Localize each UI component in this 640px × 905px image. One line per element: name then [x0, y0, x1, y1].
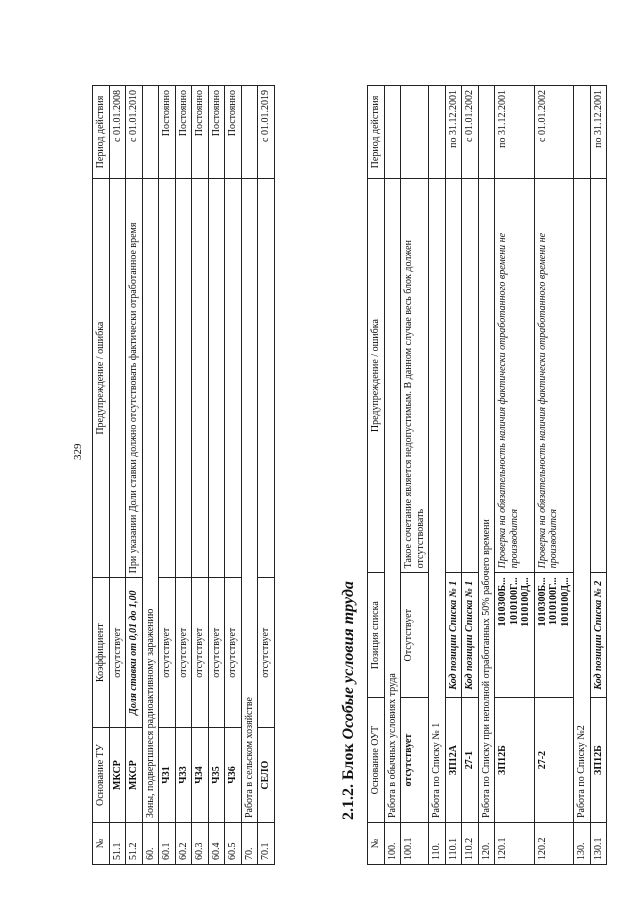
coefficient: отсутствует	[192, 578, 209, 728]
row-number: 51.1	[109, 823, 126, 865]
table-row	[175, 86, 192, 865]
base-code: МКСР	[126, 728, 143, 823]
position-code: 1010100Д...	[559, 577, 571, 627]
position-code: 1010100Г...	[548, 577, 559, 626]
base-code: СЕЛО	[258, 728, 275, 823]
table-row	[495, 86, 535, 865]
base-code: ЧЗ5	[208, 728, 225, 823]
col-header-period: Период действия	[93, 86, 110, 179]
col-header-warning: Предупреждение / ошибка	[368, 178, 385, 572]
coefficient: отсутствует	[225, 578, 242, 728]
group-title: Работа в обычных условиях труда	[384, 178, 401, 822]
table-row	[445, 86, 462, 865]
position: Отсутствует	[401, 573, 429, 698]
table-header-row	[93, 86, 110, 865]
coefficient: отсутствует	[159, 578, 176, 728]
table-row	[109, 86, 126, 865]
row-number: 60.4	[208, 823, 225, 865]
base-code: ЧЗ6	[225, 728, 242, 823]
period	[429, 86, 446, 179]
base-code: ЧЗ3	[175, 728, 192, 823]
table-row	[192, 86, 209, 865]
position-code: 1010300Б...	[497, 577, 508, 627]
warning-text	[258, 178, 275, 577]
group-title: Работа по Списку №2	[574, 178, 591, 822]
warning-text	[208, 178, 225, 577]
col-header-warning: Предупреждение / ошибка	[93, 178, 110, 577]
period: Постоянно	[225, 86, 242, 179]
table-row	[401, 86, 429, 865]
base-code: ЗП12Б	[495, 698, 535, 823]
row-number: 130.1	[590, 823, 607, 865]
base-code: отсутствует	[401, 698, 429, 823]
group-title: Работа по Списку при неполной отработанных 50% рабочего времени	[478, 178, 495, 822]
table-row	[429, 86, 446, 865]
table-row	[478, 86, 495, 865]
col-header-number: №	[368, 823, 385, 865]
page-number: 329	[72, 443, 84, 460]
col-header-period: Период действия	[368, 86, 385, 179]
section-title: 2.1.2. Блок Особые условия труда	[340, 581, 357, 820]
warning-text	[175, 178, 192, 577]
special-conditions-table	[367, 85, 607, 865]
row-number: 60.3	[192, 823, 209, 865]
coefficient: отсутствует	[175, 578, 192, 728]
period: с 01.01.2019	[258, 86, 275, 179]
period: Постоянно	[192, 86, 209, 179]
period: Постоянно	[175, 86, 192, 179]
base-code: 27-2	[534, 698, 574, 823]
row-number: 70.1	[258, 823, 275, 865]
table-row	[574, 86, 591, 865]
period: по 31.12.2001	[495, 86, 535, 179]
row-number: 60.1	[159, 823, 176, 865]
warning-text	[192, 178, 209, 577]
period: с 01.01.2002	[462, 86, 479, 179]
period	[401, 86, 429, 179]
col-header-base: Основание ТУ	[93, 728, 110, 823]
row-number: 100.1	[401, 823, 429, 865]
period	[478, 86, 495, 179]
warning-text	[445, 178, 462, 572]
coefficient: отсутствует	[258, 578, 275, 728]
row-number: 70.	[241, 823, 258, 865]
base-code: МКСР	[109, 728, 126, 823]
table-row	[534, 86, 574, 865]
row-number: 110.1	[445, 823, 462, 865]
row-number: 110.	[429, 823, 446, 865]
warning-text: Проверка на обязательность наличия фактически отработанного времени не производится	[534, 178, 574, 572]
group-title: Зоны, подвергшиеся радиоактивному заражению	[142, 178, 159, 822]
period: Постоянно	[208, 86, 225, 179]
group-title: Работа в сельском хозяйстве	[241, 178, 258, 822]
table-row	[384, 86, 401, 865]
table-row	[590, 86, 607, 865]
period: с 01.01.2002	[534, 86, 574, 179]
col-header-coef: Коэффициент	[93, 578, 110, 728]
coefficient-table	[92, 85, 275, 865]
row-number: 100.	[384, 823, 401, 865]
position-codes	[534, 573, 574, 698]
period: по 31.12.2001	[590, 86, 607, 179]
base-code: 27-1	[462, 698, 479, 823]
warning-text: Проверка на обязательность наличия фактически отработанного времени не производится	[495, 178, 535, 572]
period	[241, 86, 258, 179]
position-codes	[495, 573, 535, 698]
position-code: 1010100Д...	[520, 577, 531, 627]
period: с 01.01.2010	[126, 86, 143, 179]
row-number: 60.2	[175, 823, 192, 865]
warning-text: Такое сочетание является недопустимым. В данном случае весь блок должен отсутствовать	[401, 178, 429, 572]
position-code: 1010100Г...	[508, 577, 520, 626]
group-title: Работа по Списку № 1	[429, 178, 446, 822]
position: Код позиции Списка № 1	[462, 573, 479, 698]
table-header-row	[368, 86, 385, 865]
row-number: 120.	[478, 823, 495, 865]
col-header-number: №	[93, 823, 110, 865]
warning-text	[159, 178, 176, 577]
row-number: 60.5	[225, 823, 242, 865]
position: Код позиции Списка № 1	[445, 573, 462, 698]
period	[142, 86, 159, 179]
period	[384, 86, 401, 179]
table-row	[241, 86, 258, 865]
base-code: ЧЗ1	[159, 728, 176, 823]
position: Код позиции Списка № 2	[590, 573, 607, 698]
table-row	[208, 86, 225, 865]
table-row	[159, 86, 176, 865]
warning-text: При указании Доли ставки должно отсутствовать фактически отработанное время	[126, 178, 143, 577]
period: Постоянно	[159, 86, 176, 179]
table-row	[462, 86, 479, 865]
warning-text	[225, 178, 242, 577]
row-number: 120.1	[495, 823, 535, 865]
base-code: ЧЗ4	[192, 728, 209, 823]
row-number: 110.2	[462, 823, 479, 865]
coefficient: отсутствует	[109, 578, 126, 728]
table-row	[142, 86, 159, 865]
warning-text	[590, 178, 607, 572]
table-row	[258, 86, 275, 865]
row-number: 120.2	[534, 823, 574, 865]
period: по 31.12.2001	[445, 86, 462, 179]
base-code: ЗП12А	[445, 698, 462, 823]
table-row	[225, 86, 242, 865]
period: с 01.01.2008	[109, 86, 126, 179]
base-code: ЗП12Б	[590, 698, 607, 823]
row-number: 130.	[574, 823, 591, 865]
row-number: 51.2	[126, 823, 143, 865]
warning-text	[109, 178, 126, 577]
table-row	[126, 86, 143, 865]
col-header-position: Позиция списка	[368, 573, 385, 698]
col-header-base: Основание ОУТ	[368, 698, 385, 823]
row-number: 60.	[142, 823, 159, 865]
coefficient: Доля ставки от 0,01 до 1,00	[126, 578, 143, 728]
warning-text	[462, 178, 479, 572]
coefficient: отсутствует	[208, 578, 225, 728]
period	[574, 86, 591, 179]
position-code: 1010300Б...	[536, 577, 548, 627]
